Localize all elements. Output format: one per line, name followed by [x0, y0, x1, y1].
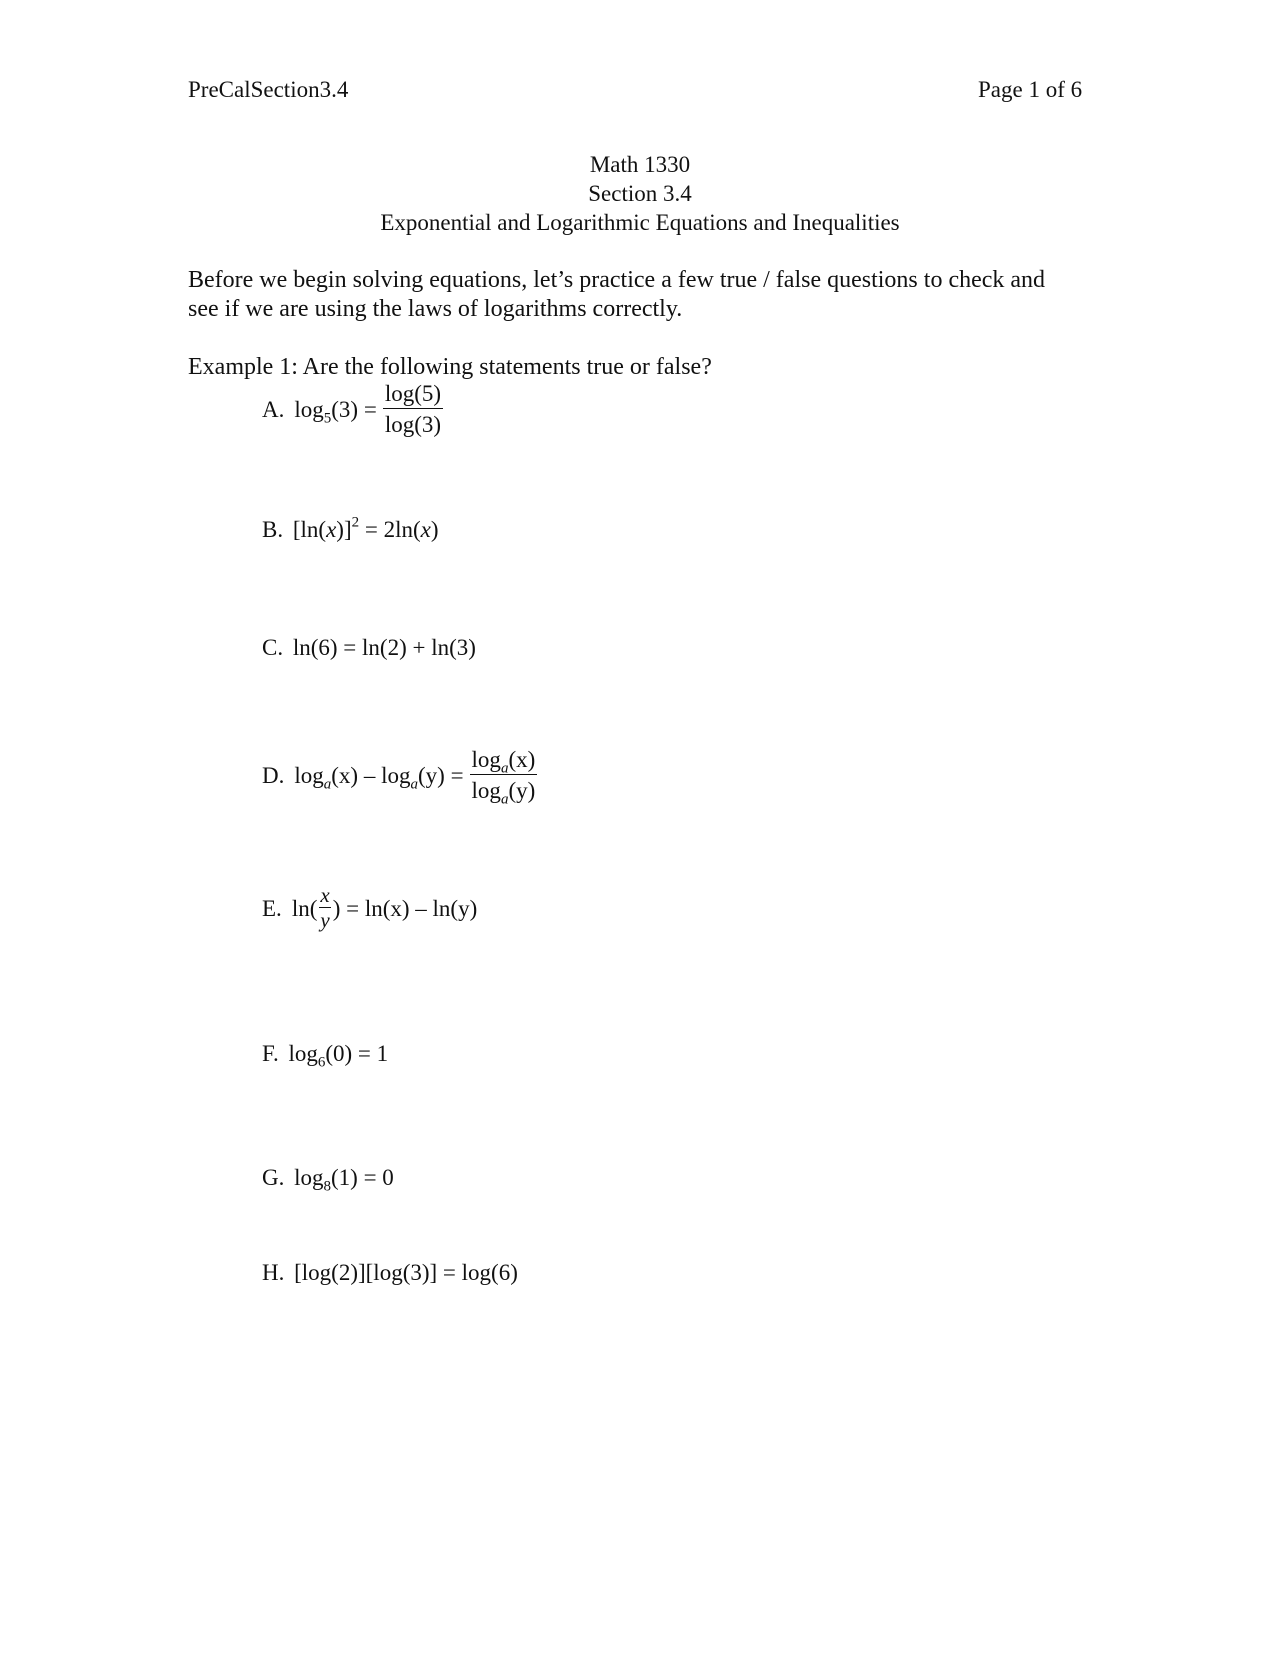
- item-b-part-c: = 2ln(: [359, 517, 421, 542]
- item-e-numerator: x: [320, 883, 330, 907]
- item-g-base: 8: [323, 1178, 332, 1195]
- item-e-denominator: y: [320, 908, 330, 932]
- item-d-arg-1: (x): [331, 762, 359, 788]
- item-e-fraction: [319, 885, 330, 931]
- intro-line-2: see if we are using the laws of logarithms correctly.: [188, 296, 683, 322]
- item-g: [262, 1165, 394, 1195]
- item-b-part-a: [ln(: [292, 517, 327, 542]
- item-e: [262, 885, 477, 931]
- section-title: Section 3.4: [588, 181, 692, 206]
- item-f: [262, 1041, 389, 1071]
- item-f-fn: log: [288, 1041, 318, 1066]
- item-a-fraction: [383, 382, 443, 436]
- item-d-equals: =: [444, 762, 464, 788]
- item-d-denominator: [470, 775, 538, 808]
- item-a-denominator: log(3): [384, 412, 442, 437]
- item-f-label: F.: [262, 1041, 279, 1066]
- header-left: PreCalSection3.4: [188, 77, 349, 102]
- item-h: [262, 1261, 518, 1284]
- item-d-num-arg: (x): [508, 747, 536, 772]
- item-c: [262, 636, 476, 659]
- item-a: [262, 382, 445, 436]
- item-d-fraction: [470, 747, 538, 808]
- item-d-label: D.: [262, 762, 285, 788]
- item-a-numerator: log(5): [383, 382, 443, 409]
- item-d-numerator: [470, 748, 538, 775]
- item-c-equation: ln(6) = ln(2) + ln(3): [292, 635, 476, 660]
- item-d-arg-2: (y): [417, 762, 445, 788]
- item-h-label: H.: [262, 1260, 285, 1285]
- item-b-exponent: 2: [351, 514, 360, 531]
- topic-title: Exponential and Logarithmic Equations and Inequalities: [380, 210, 900, 235]
- course-title: Math 1330: [589, 152, 691, 177]
- item-d-num-fn: log: [471, 747, 501, 772]
- item-b-label: B.: [262, 517, 284, 542]
- item-b-var: x: [326, 517, 337, 542]
- item-e-label: E.: [262, 895, 282, 921]
- example-prompt: Example 1: Are the following statements true or false?: [188, 354, 712, 380]
- item-g-rest: (1) = 0: [331, 1165, 394, 1190]
- item-d-den-fn: log: [471, 778, 501, 803]
- item-e-prefix: ln(: [291, 895, 318, 921]
- item-b: [262, 514, 439, 542]
- item-b-var-2: x: [420, 517, 431, 542]
- item-f-base: 6: [317, 1054, 326, 1071]
- item-d-fn-2: log: [381, 762, 411, 788]
- item-a-label: A.: [262, 396, 285, 422]
- item-d-num-base: a: [500, 760, 509, 777]
- item-d-fn-1: log: [294, 762, 324, 788]
- item-c-label: C.: [262, 635, 284, 660]
- item-a-arg: (3) =: [331, 396, 377, 422]
- item-g-fn: log: [294, 1165, 324, 1190]
- item-d-base-2: a: [410, 775, 418, 792]
- item-f-rest: (0) = 1: [325, 1041, 389, 1066]
- item-e-suffix: ) = ln(x) – ln(y): [332, 895, 478, 921]
- item-d-den-arg: (y): [508, 778, 536, 803]
- item-d: [262, 747, 539, 808]
- item-b-part-d: ): [430, 517, 439, 542]
- item-g-label: G.: [262, 1165, 285, 1190]
- item-a-fn: log: [294, 396, 324, 422]
- header-right: Page 1 of 6: [978, 77, 1083, 102]
- item-b-part-b: )]: [336, 517, 352, 542]
- item-d-den-base: a: [500, 791, 509, 808]
- item-h-equation: [log(2)][log(3)] = log(6): [294, 1260, 518, 1285]
- intro-line-1: Before we begin solving equations, let’s practice a few true / false questions to check and: [188, 267, 1046, 293]
- item-d-minus: –: [358, 762, 382, 788]
- item-d-base-1: a: [323, 775, 332, 792]
- item-a-base: 5: [323, 409, 332, 426]
